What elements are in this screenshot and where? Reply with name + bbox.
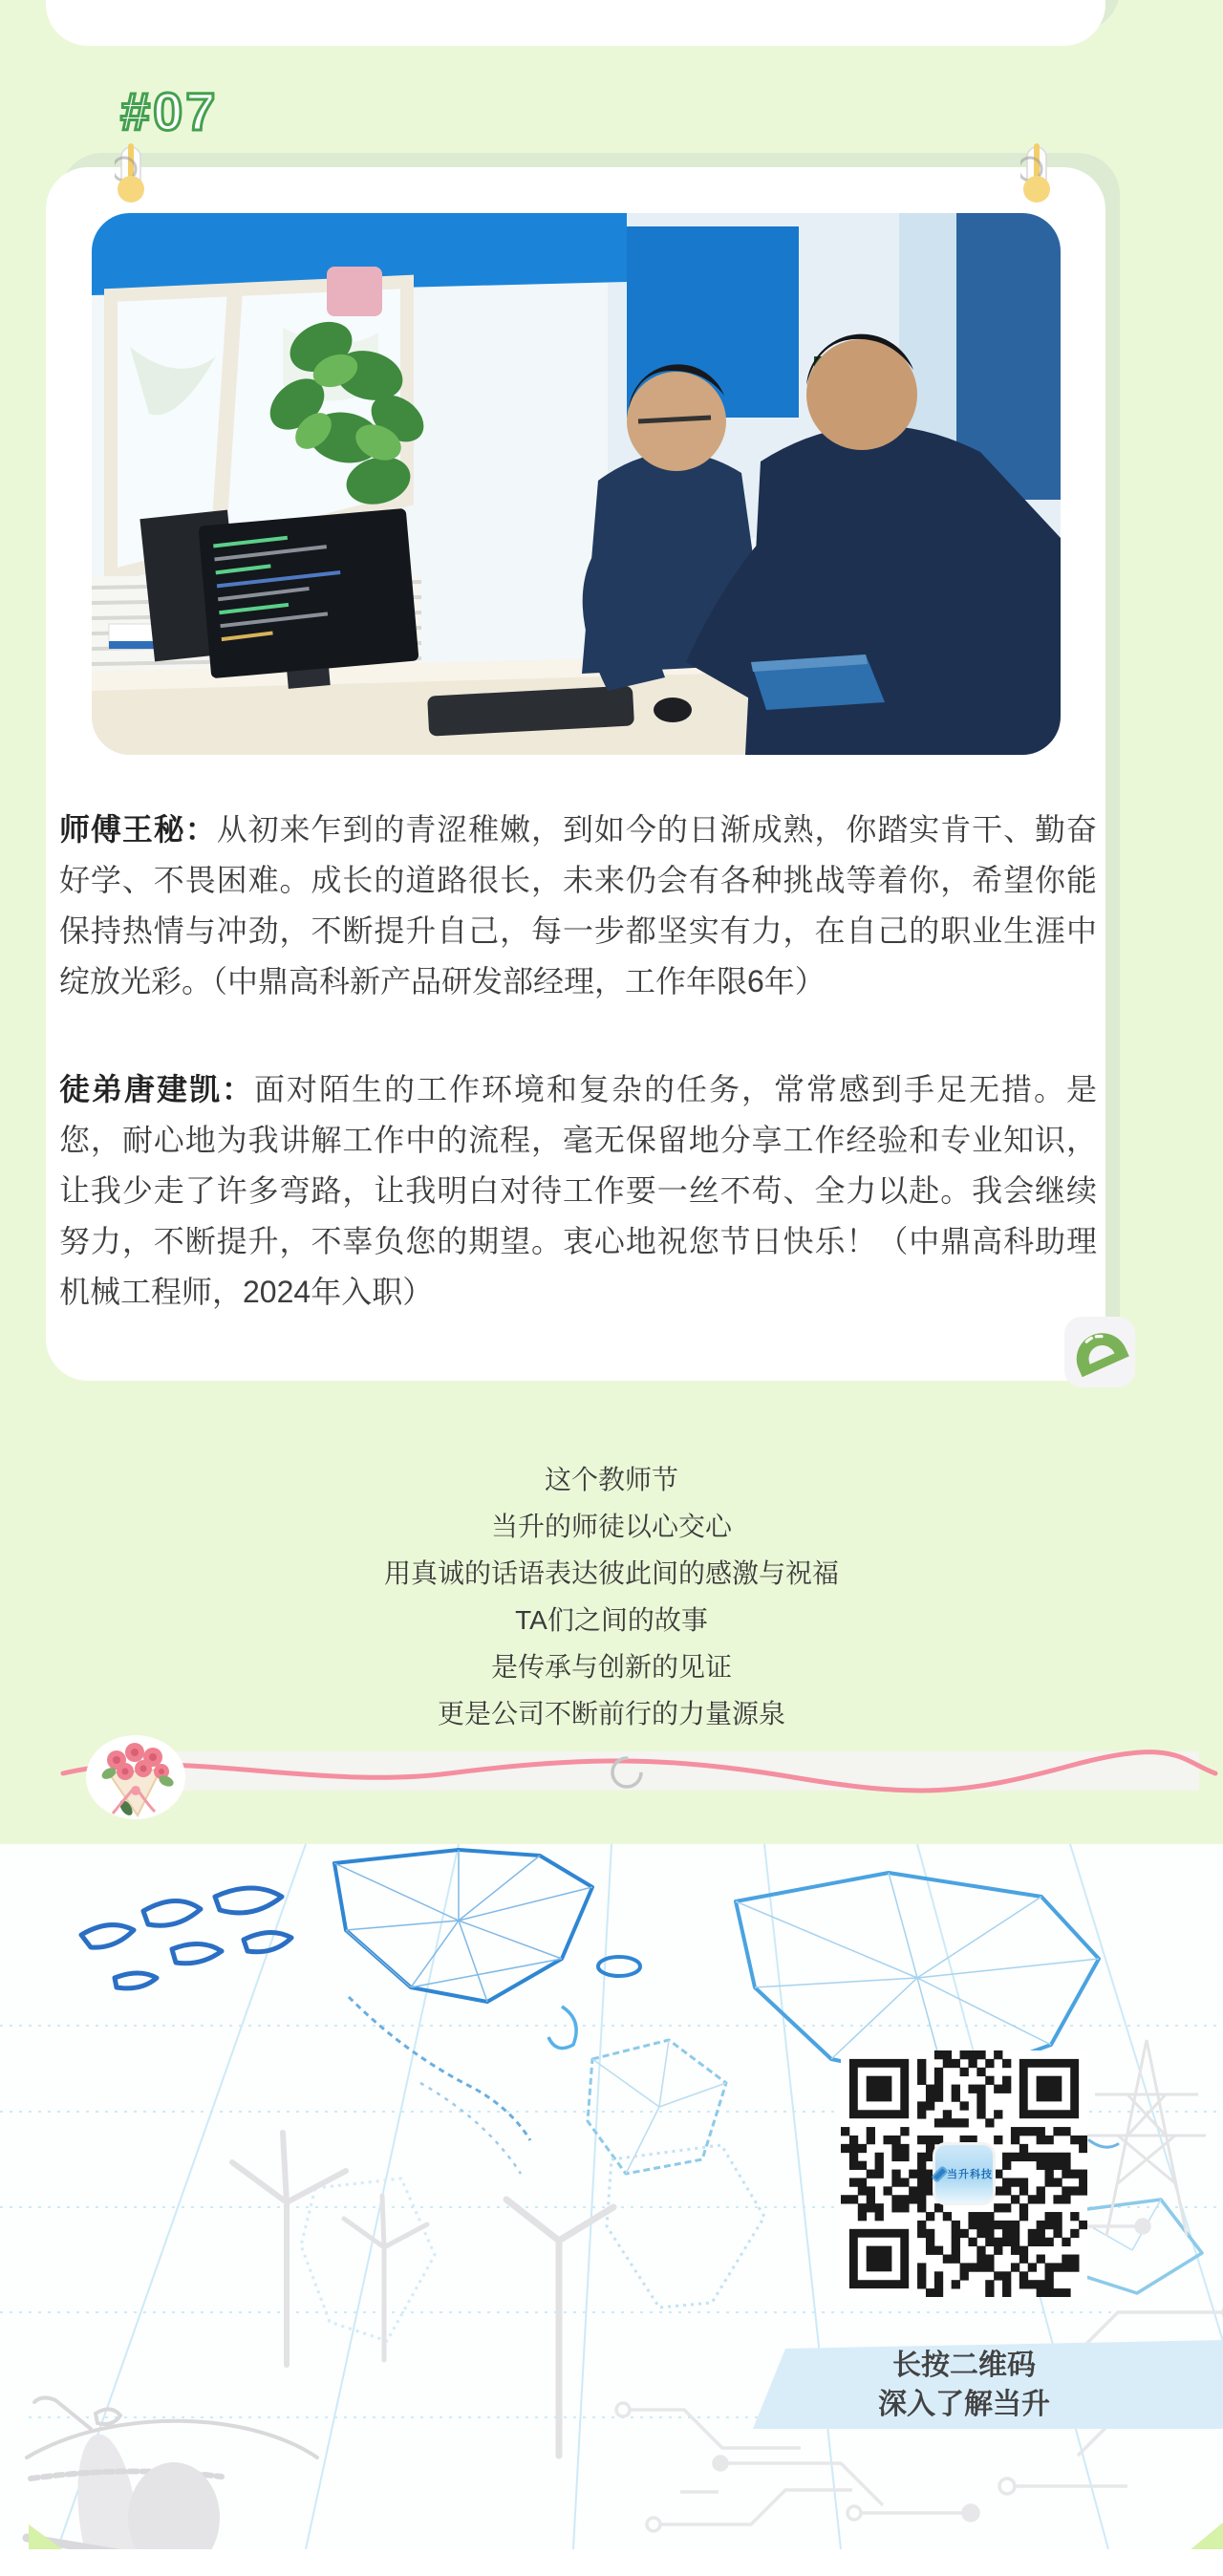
poem-line: TA们之间的故事 (515, 1605, 708, 1635)
qr-caption-line1: 长按二维码 (892, 2350, 1036, 2381)
protractor-icon (1069, 1321, 1130, 1383)
master-name-label: 师傅王秘： (59, 812, 217, 847)
poem-line: 用真诚的话语表达彼此间的感激与祝福 (383, 1558, 839, 1588)
poem-line: 是传承与创新的见证 (490, 1652, 732, 1682)
previous-card-bottom (46, 0, 1105, 46)
page-bottom-margin (0, 2549, 1223, 2576)
qr-caption (773, 2346, 1155, 2424)
qr-code[interactable] (841, 2050, 1087, 2297)
apprentice-message: 面对陌生的工作环境和复杂的任务，常常感到手足无措。是您，耐心地为我讲解工作中的流程，毫无保留地分享工作经验和专业知识，让我少走了许多弯路，让我明白对待工作要一丝不苟、全力以赴。我会继续努力，不断提升，不辜负您的期望。衷心地祝您节日快乐！（中鼎高科助理机械工程师，2024年入职） (59, 1072, 1097, 1309)
pushpin-icon (115, 143, 147, 204)
photo-office-mentor-apprentice[interactable] (92, 213, 1061, 755)
master-message: 从初来乍到的青涩稚嫩，到如今的日渐成熟，你踏实肯干、勤奋好学、不畏困难。成长的道路很长，未来仍会有各种挑战等着你，希望你能保持热情与冲劲，不断提升自己，每一步都坚实有力，在自己的职业生涯中绽放光彩。（中鼎高科新产品研发部经理，工作年限6年） (59, 812, 1097, 998)
master-paragraph (59, 805, 1097, 1007)
poem-block (0, 1456, 1223, 1737)
pushpin-icon (1020, 143, 1053, 204)
qr-caption-line2: 深入了解当升 (878, 2389, 1050, 2420)
protractor-badge (1064, 1317, 1135, 1387)
apprentice-paragraph (59, 1064, 1097, 1318)
qr-center-logo (933, 2142, 996, 2205)
poem-line: 当升的师徒以心交心 (490, 1512, 732, 1541)
bouquet-icon (82, 1731, 197, 1822)
footer-art-section (0, 1844, 1223, 2549)
dangsheng-logo-icon (931, 2165, 948, 2182)
poem-line: 更是公司不断前行的力量源泉 (437, 1699, 785, 1728)
section-number: #07 (120, 81, 219, 141)
qr-logo-text: 当升科技 (947, 2169, 993, 2180)
poem-line: 这个教师节 (544, 1465, 678, 1494)
photo-office-scene (92, 213, 1061, 755)
apprentice-name-label: 徒弟唐建凯： (59, 1072, 254, 1106)
